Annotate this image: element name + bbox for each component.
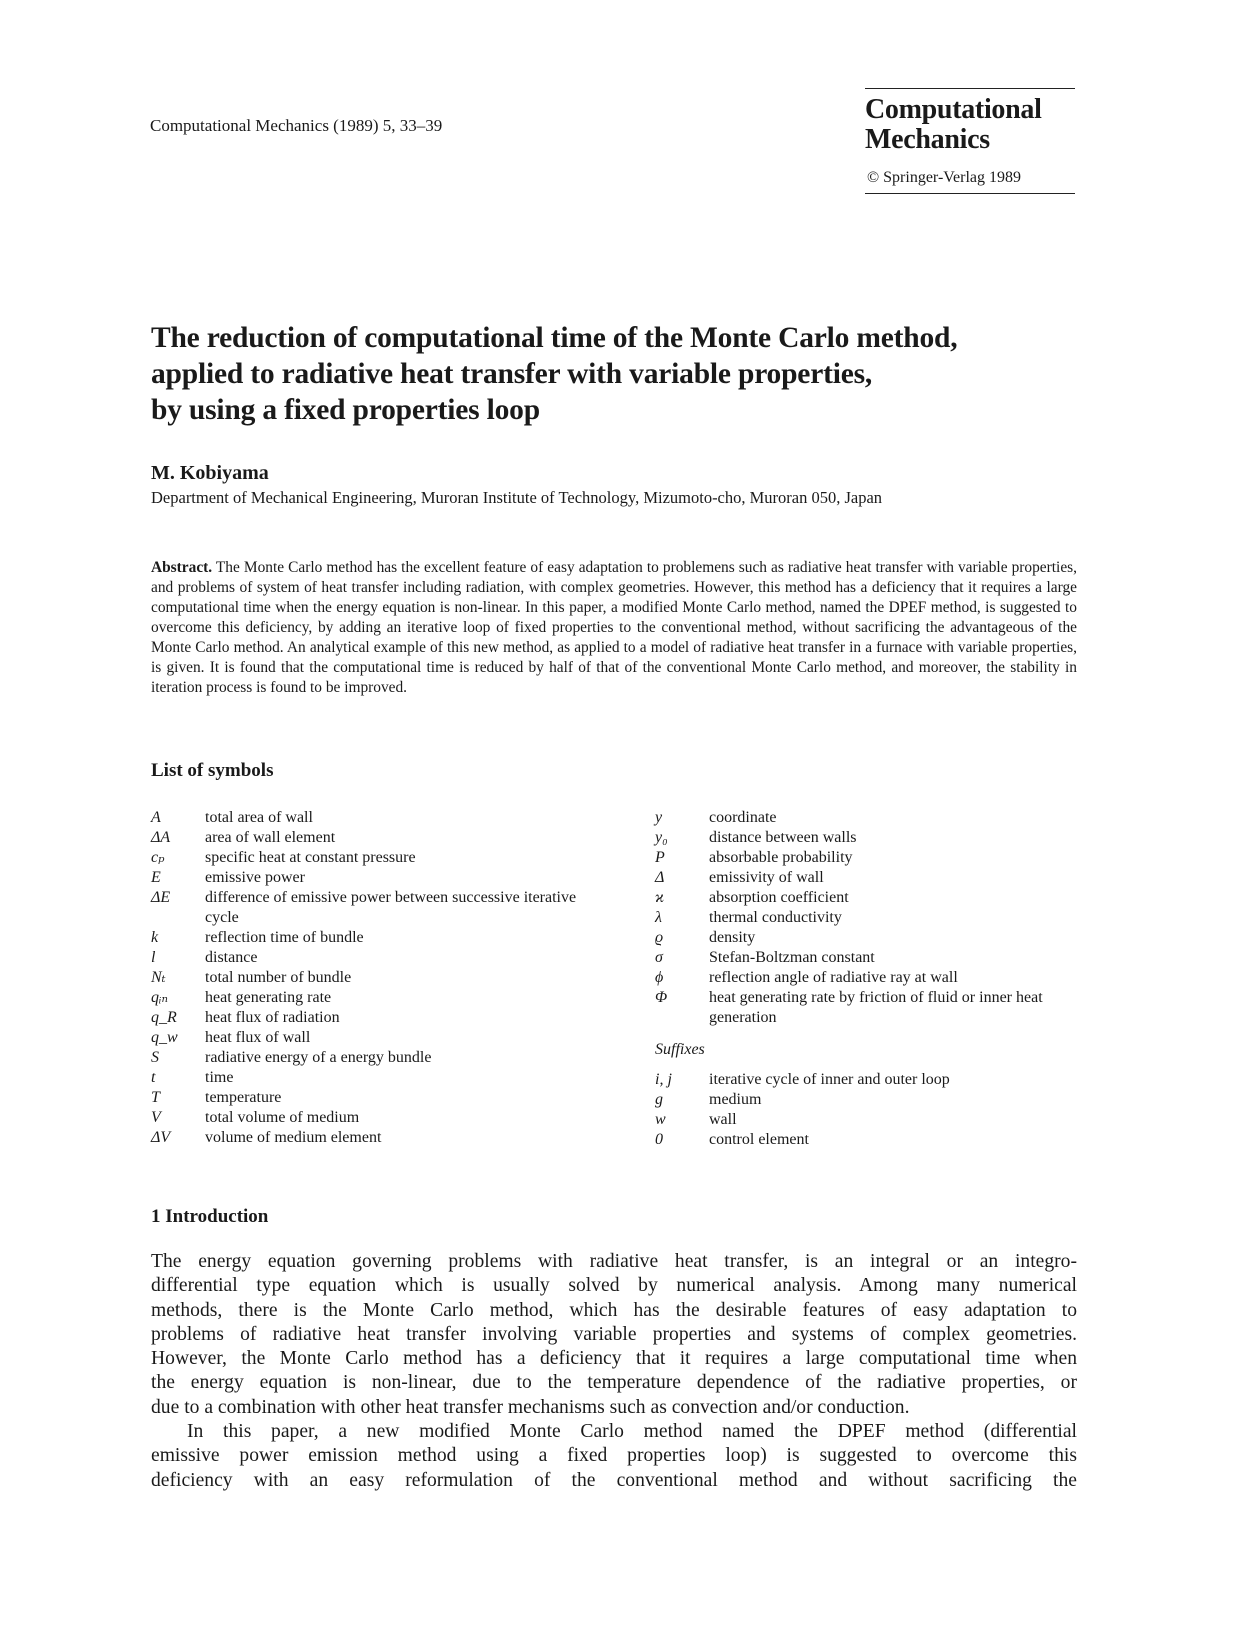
symbol: k <box>151 929 159 946</box>
symbol: ΔA <box>151 829 171 846</box>
symbol-row <box>151 888 581 928</box>
paragraph-line: The energy equation governing problems with radiative heat transfer, is an integral or an integro- <box>151 1251 1077 1272</box>
symbol: l <box>151 949 156 966</box>
paragraph-line: deficiency with an easy reformulation of the conventional method and without sacrificing the <box>151 1469 1077 1491</box>
symbol-description: heat flux of radiation <box>205 1009 340 1026</box>
suffixes-list <box>655 1070 1085 1150</box>
symbols-right-list <box>655 808 1085 1028</box>
symbol: i, j <box>655 1071 672 1088</box>
symbol-row <box>655 928 1085 948</box>
symbol-row <box>655 1130 1085 1150</box>
paragraph-line: problems of radiative heat transfer involving variable properties and systems of complex geometries. <box>151 1323 1077 1345</box>
symbol-description: emissive power <box>205 869 305 886</box>
introduction-heading: 1 Introduction <box>151 1206 269 1227</box>
symbol: Δ <box>655 869 665 886</box>
symbol: Nₜ <box>151 969 166 986</box>
symbol-description: coordinate <box>709 809 777 826</box>
symbol-description: distance <box>205 949 258 966</box>
symbol-description: thermal conductivity <box>709 909 842 926</box>
journal-name-line2: Mechanics <box>865 124 990 155</box>
symbol-description: heat generating rate by friction of fluid or inner heat generation <box>709 989 1043 1026</box>
symbol-row <box>655 948 1085 968</box>
symbol-description: control element <box>709 1131 809 1148</box>
symbol-row <box>151 848 581 868</box>
paragraph-line: In this paper, a new modified Monte Carlo method named the DPEF method (differential <box>187 1421 1077 1443</box>
symbol-row <box>151 828 581 848</box>
symbol-description: absorbable probability <box>709 849 853 866</box>
symbol-row <box>151 968 581 988</box>
symbol-description: heat generating rate <box>205 989 332 1006</box>
symbol-row <box>655 968 1085 988</box>
paragraph-line: differential type equation which is usually solved by numerical analysis. Among many numerical <box>151 1275 1077 1297</box>
symbol-row <box>151 868 581 888</box>
symbol: q_w <box>151 1029 178 1046</box>
paragraph-line: However, the Monte Carlo method has a deficiency that it requires a large computational time when <box>151 1348 1077 1370</box>
symbol-description: wall <box>709 1111 737 1128</box>
symbol: A <box>151 809 161 826</box>
symbol-row <box>655 808 1085 828</box>
symbol-description: iterative cycle of inner and outer loop <box>709 1071 950 1088</box>
symbol-description: temperature <box>205 1089 282 1106</box>
symbols-left-column <box>151 808 581 1148</box>
symbol-row <box>151 808 581 828</box>
symbol: cₚ <box>151 849 165 866</box>
paragraph-line: the energy equation is non-linear, due to the temperature dependence of the radiative properties, or <box>151 1372 1077 1394</box>
symbol-row <box>151 1068 581 1088</box>
paragraph-line: due to a combination with other heat transfer mechanisms such as convection and/or conduction. <box>151 1396 910 1418</box>
symbol: g <box>655 1091 663 1108</box>
symbol: qᵢₙ <box>151 989 169 1006</box>
symbol-row <box>151 1008 581 1028</box>
symbol-row <box>655 1070 1085 1090</box>
symbol-row <box>655 828 1085 848</box>
introduction-body <box>151 1250 1077 1493</box>
symbols-heading: List of symbols <box>151 760 274 781</box>
symbol-row <box>655 1090 1085 1110</box>
symbol-row <box>655 1110 1085 1130</box>
symbol-description: distance between walls <box>709 829 857 846</box>
journal-reference: Computational Mechanics (1989) 5, 33–39 <box>150 116 443 135</box>
author-name: M. Kobiyama <box>151 462 269 484</box>
symbol-row <box>151 988 581 1008</box>
title-line: by using a fixed properties loop <box>151 394 540 426</box>
paper-title <box>151 320 1111 428</box>
symbol-description: specific heat at constant pressure <box>205 849 416 866</box>
symbol-description: time <box>205 1069 234 1086</box>
symbol-description: area of wall element <box>205 829 336 846</box>
symbol: w <box>655 1111 666 1128</box>
symbol: σ <box>655 949 663 966</box>
symbol-description: Stefan-Boltzman constant <box>709 949 875 966</box>
symbol: P <box>655 849 665 866</box>
symbol-row <box>151 948 581 968</box>
symbol-description: absorption coefficient <box>709 889 849 906</box>
journal-masthead <box>865 88 1075 194</box>
symbol: ϕ <box>655 969 664 986</box>
symbol-description: volume of medium element <box>205 1129 382 1146</box>
symbol-description: reflection angle of radiative ray at wall <box>709 969 958 986</box>
paragraph-line: emissive power emission method using a fixed properties loop) is suggested to overcome this <box>151 1445 1077 1467</box>
symbol-description: total number of bundle <box>205 969 352 986</box>
symbol: ϱ <box>655 929 664 946</box>
journal-name-line1: Computational <box>865 94 1042 125</box>
symbol-row <box>655 988 1085 1028</box>
symbol-description: total volume of medium <box>205 1109 360 1126</box>
masthead-rule-top <box>865 88 1075 89</box>
title-line: The reduction of computational time of the Monte Carlo method, <box>151 322 958 354</box>
author-affiliation: Department of Mechanical Engineering, Muroran Institute of Technology, Mizumoto-cho, Muroran 050, Japan <box>151 488 883 507</box>
masthead-rule-bottom <box>865 193 1075 194</box>
symbol: y <box>655 809 663 826</box>
symbol: λ <box>655 909 662 926</box>
symbol: E <box>151 869 161 886</box>
symbol: 0 <box>655 1131 663 1148</box>
symbol: S <box>151 1049 159 1066</box>
title-line: applied to radiative heat transfer with variable properties, <box>151 358 873 390</box>
symbol-description: reflection time of bundle <box>205 929 364 946</box>
abstract <box>151 558 1077 698</box>
symbol: t <box>151 1069 156 1086</box>
copyright-notice: © Springer-Verlag 1989 <box>867 169 1022 186</box>
symbol: ΔV <box>151 1129 171 1146</box>
symbol-description: heat flux of wall <box>205 1029 311 1046</box>
symbol-row <box>151 1108 581 1128</box>
symbol: y₀ <box>655 829 668 846</box>
symbol-row <box>655 868 1085 888</box>
symbol-description: medium <box>709 1091 762 1108</box>
symbol: Φ <box>655 989 668 1006</box>
symbol-description: difference of emissive power between successive iterative cycle <box>205 889 577 926</box>
paragraph-line: methods, there is the Monte Carlo method, which has the desirable features of easy adaptation to <box>151 1299 1077 1321</box>
symbol-row <box>655 848 1085 868</box>
symbol-row <box>655 888 1085 908</box>
symbol: ΔE <box>151 889 171 906</box>
symbol-row <box>655 908 1085 928</box>
symbol-description: density <box>709 929 756 946</box>
symbol: q_R <box>151 1009 177 1026</box>
symbol-description: emissivity of wall <box>709 869 824 886</box>
symbol-description: total area of wall <box>205 809 313 826</box>
symbol-row <box>151 1128 581 1148</box>
symbol: V <box>151 1109 161 1126</box>
symbol-row <box>151 1088 581 1108</box>
symbol-description: radiative energy of a energy bundle <box>205 1049 432 1066</box>
symbol: T <box>151 1089 160 1106</box>
abstract-label: Abstract. <box>151 559 213 576</box>
symbol: ϰ <box>655 889 664 906</box>
symbol-row <box>151 1048 581 1068</box>
symbols-right-column <box>655 808 1085 1150</box>
symbol-row <box>151 928 581 948</box>
suffixes-heading: Suffixes <box>655 1041 705 1058</box>
abstract-text: The Monte Carlo method has the excellent feature of easy adaptation to problemens such as radiative heat transfer with variable properties, and problems of system of heat transfer including radiation, with complex geometries. However, this method has a deficiency that it requires a large computational time when the energy equation is non-linear. In this paper, a modified Monte Carlo method, named the DPEF method, is suggested to overcome this deficiency, by adding an iterative loop of fixed properties to the conventional method, without sacrificing the advantageous of the Monte Carlo method. An analytical example of this new method, as applied to a model of radiative heat transfer in a furnace with variable properties, is given. It is found that the computational time is reduced by half of that of the conventional Monte Carlo method, and moreover, the stability in iteration process is found to be improved. <box>151 559 1077 696</box>
symbol-row <box>151 1028 581 1048</box>
